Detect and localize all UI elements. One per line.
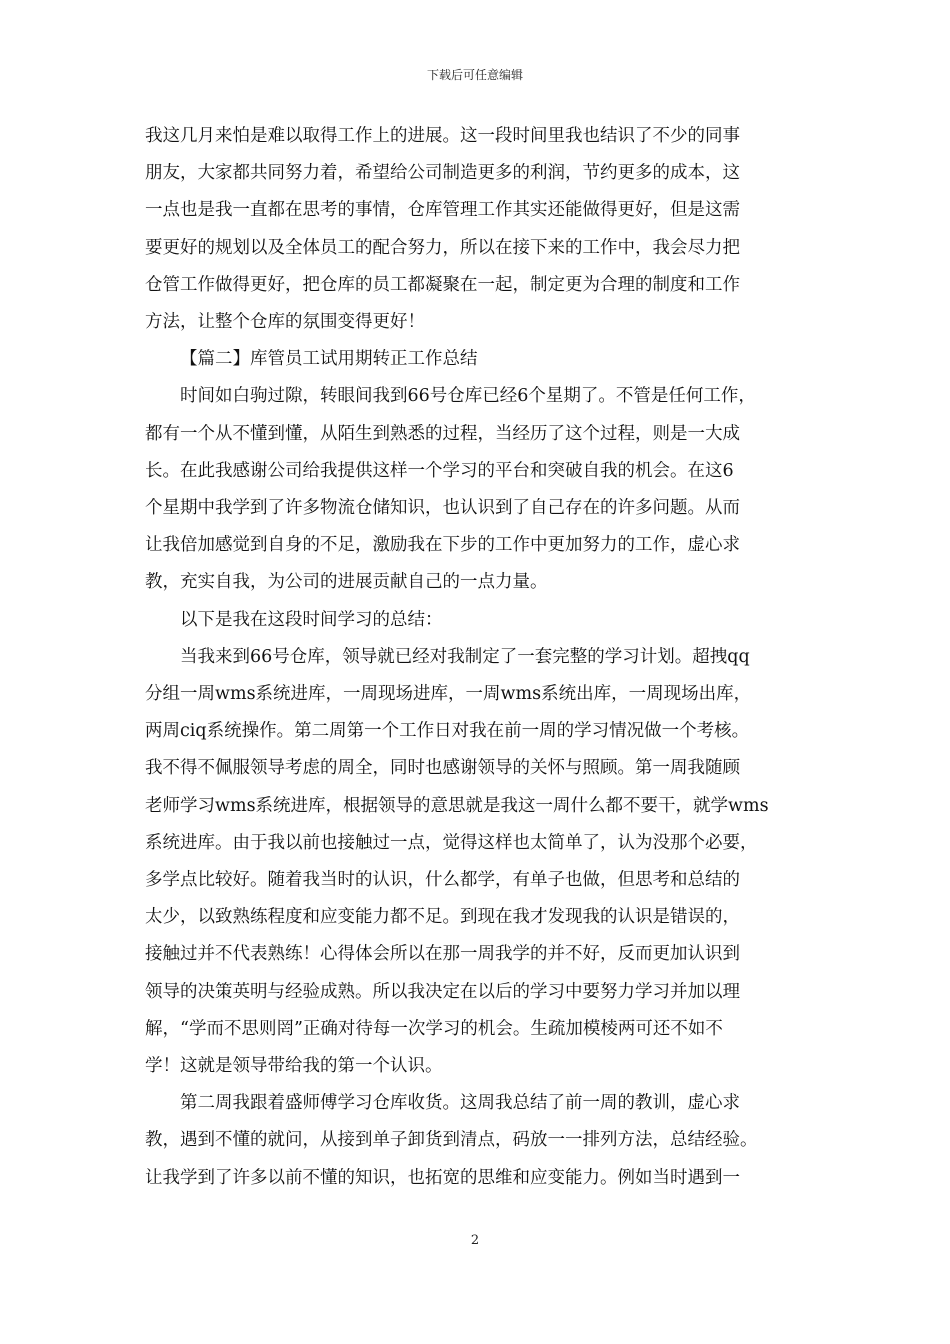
text-line: 要更好的规划以及全体员工的配合努力，所以在接下来的工作中，我会尽力把 xyxy=(145,237,740,258)
page-number: 2 xyxy=(470,1233,480,1248)
text-line: 领导的决策英明与经验成熟。所以我决定在以后的学习中要努力学习并加以理 xyxy=(145,981,740,1002)
text-line: 第二周我跟着盛师傅学习仓库收货。这周我总结了前一周的教训，虚心求 xyxy=(180,1093,740,1114)
page-header: 下载后可任意编辑 xyxy=(426,68,523,82)
text-line: 方法，让整个仓库的氛围变得更好！ xyxy=(145,312,425,333)
text-line: 朋友，大家都共同努力着，希望给公司制造更多的利润，节约更多的成本，这 xyxy=(145,163,740,184)
text-line: 让我倍加感觉到自身的不足，激励我在下步的工作中更加努力的工作，虚心求 xyxy=(145,535,740,556)
text-line: 系统进库。由于我以前也接触过一点，觉得这样也太简单了，认为没那个必要， xyxy=(145,832,758,853)
text-line: 教，充实自我，为公司的进展贡献自己的一点力量。 xyxy=(145,572,548,593)
text-line: 两周ciq系统操作。第二周第一个工作日对我在前一周的学习情况做一个考核。 xyxy=(145,721,750,742)
text-line: 多学点比较好。随着我当时的认识，什么都学，有单子也做，但思考和总结的 xyxy=(145,870,740,891)
text-line: 分组一周wms系统进库，一周现场进库，一周wms系统出库，一周现场出库， xyxy=(145,684,752,705)
document-body xyxy=(145,118,810,1197)
text-line: 都有一个从不懂到懂，从陌生到熟悉的过程，当经历了这个过程，则是一大成 xyxy=(145,423,740,444)
text-line: 解，“学而不思则罔”正确对待每一次学习的机会。生疏加模棱两可还不如不 xyxy=(145,1018,723,1039)
text-line: 我不得不佩服领导考虑的周全，同时也感谢领导的关怀与照顾。第一周我随顾 xyxy=(145,758,740,779)
text-line: 教，遇到不懂的就问，从接到单子卸货到清点，码放一一排列方法，总结经验。 xyxy=(145,1130,758,1151)
section-heading: 【篇二】库管员工试用期转正工作总结 xyxy=(180,349,478,370)
text-line: 个星期中我学到了许多物流仓储知识，也认识到了自己存在的许多问题。从而 xyxy=(145,498,740,519)
text-line: 让我学到了许多以前不懂的知识，也拓宽的思维和应变能力。例如当时遇到一 xyxy=(145,1167,740,1188)
text-line: 当我来到66号仓库，领导就已经对我制定了一套完整的学习计划。超拽qq xyxy=(180,646,750,667)
text-line: 学！这就是领导带给我的第一个认识。 xyxy=(145,1056,443,1077)
text-line: 仓管工作做得更好，把仓库的员工都凝聚在一起，制定更为合理的制度和工作 xyxy=(145,274,740,295)
text-line: 我这几月来怕是难以取得工作上的进展。这一段时间里我也结识了不少的同事 xyxy=(145,126,740,146)
text-line: 老师学习wms系统进库，根据领导的意思就是我这一周什么都不要干，就学wms xyxy=(145,795,769,816)
text-line: 以下是我在这段时间学习的总结： xyxy=(180,609,443,630)
text-line: 一点也是我一直都在思考的事情，仓库管理工作其实还能做得更好，但是这需 xyxy=(145,200,740,221)
text-line: 太少，以致熟练程度和应变能力都不足。到现在我才发现我的认识是错误的， xyxy=(145,907,740,928)
text-line: 时间如白驹过隙，转眼间我到66号仓库已经6个星期了。不管是任何工作， xyxy=(180,386,756,407)
text-line: 接触过并不代表熟练！心得体会所以在那一周我学的并不好，反而更加认识到 xyxy=(145,944,740,965)
text-line: 长。在此我感谢公司给我提供这样一个学习的平台和突破自我的机会。在这6 xyxy=(145,460,734,481)
